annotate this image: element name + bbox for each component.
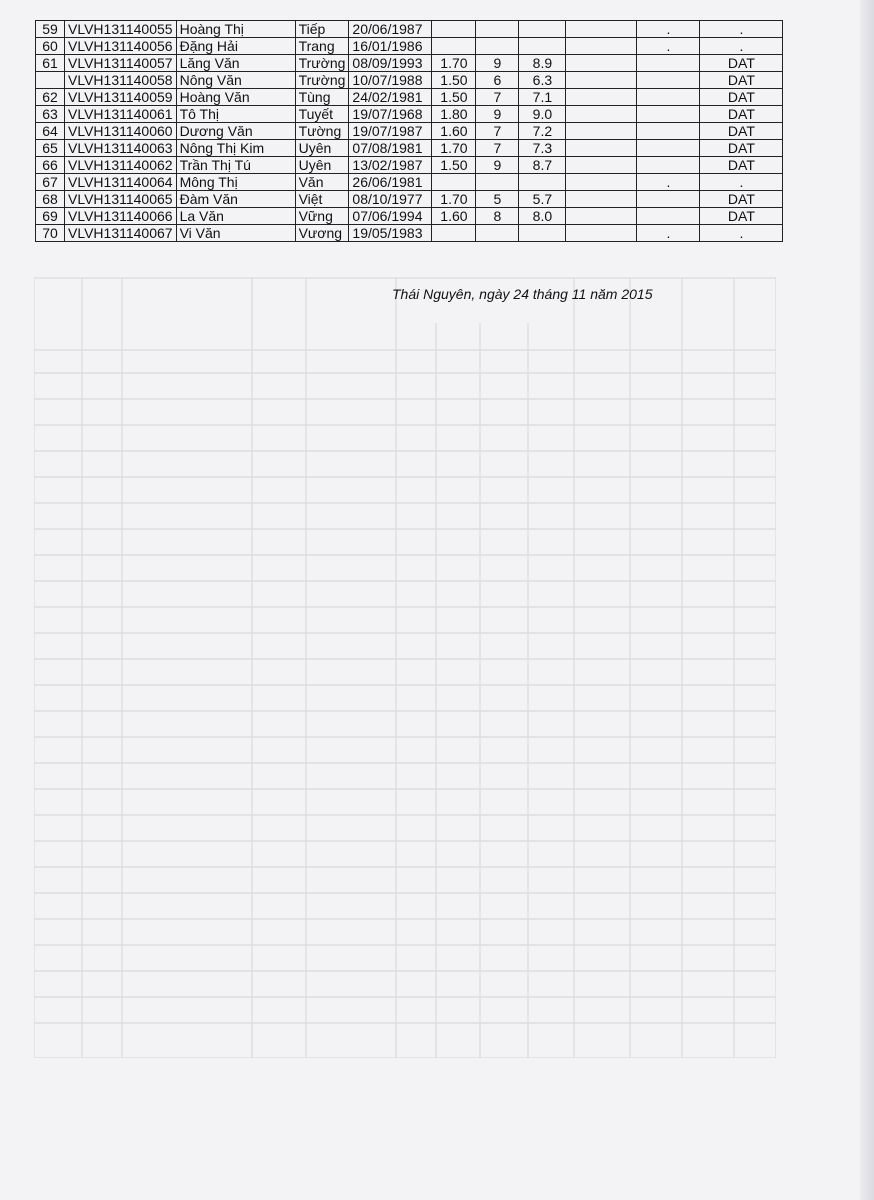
component-score-cell bbox=[476, 21, 519, 38]
credit-value-cell bbox=[432, 225, 476, 242]
result-status-cell: DAT bbox=[700, 106, 783, 123]
final-score-cell bbox=[519, 38, 566, 55]
last-name-cell: Trần Thị Tú bbox=[176, 157, 295, 174]
last-name-cell: Tô Thị bbox=[176, 106, 295, 123]
first-name-cell: Văn bbox=[295, 174, 349, 191]
student-id-cell: VLVH131140059 bbox=[65, 89, 177, 106]
credit-value-cell: 1.70 bbox=[432, 140, 476, 157]
row-number-cell: 60 bbox=[36, 38, 65, 55]
component-score-cell: 7 bbox=[476, 123, 519, 140]
note-mark-cell: . bbox=[637, 225, 700, 242]
student-id-cell: VLVH131140062 bbox=[65, 157, 177, 174]
note-mark-cell: . bbox=[637, 38, 700, 55]
row-number-cell: 66 bbox=[36, 157, 65, 174]
final-score-cell: 7.2 bbox=[519, 123, 566, 140]
table-row bbox=[36, 72, 783, 89]
student-id-cell: VLVH131140063 bbox=[65, 140, 177, 157]
row-number-cell: 69 bbox=[36, 208, 65, 225]
student-id-cell: VLVH131140065 bbox=[65, 191, 177, 208]
note-mark-cell bbox=[637, 72, 700, 89]
credit-value-cell: 1.70 bbox=[432, 55, 476, 72]
last-name-cell: Đặng Hải bbox=[176, 38, 295, 55]
date-of-birth-cell: 19/07/1968 bbox=[349, 106, 432, 123]
result-status-cell: . bbox=[700, 21, 783, 38]
first-name-cell: Vững bbox=[295, 208, 349, 225]
place-date-line: Thái Nguyên, ngày 24 tháng 11 năm 2015 bbox=[392, 286, 653, 302]
component-score-cell: 5 bbox=[476, 191, 519, 208]
extra-score-cell bbox=[566, 225, 637, 242]
extra-score-cell bbox=[566, 106, 637, 123]
final-score-cell: 7.3 bbox=[519, 140, 566, 157]
credit-value-cell: 1.70 bbox=[432, 191, 476, 208]
extra-score-cell bbox=[566, 174, 637, 191]
result-status-cell: DAT bbox=[700, 89, 783, 106]
result-status-cell: DAT bbox=[700, 140, 783, 157]
student-id-cell: VLVH131140058 bbox=[65, 72, 177, 89]
result-status-cell: . bbox=[700, 38, 783, 55]
result-status-cell: DAT bbox=[700, 191, 783, 208]
extra-score-cell bbox=[566, 191, 637, 208]
last-name-cell: Nông Văn bbox=[176, 72, 295, 89]
last-name-cell: Đàm Văn bbox=[176, 191, 295, 208]
component-score-cell: 7 bbox=[476, 140, 519, 157]
credit-value-cell bbox=[432, 38, 476, 55]
credit-value-cell: 1.50 bbox=[432, 72, 476, 89]
table-row bbox=[36, 208, 783, 225]
date-of-birth-cell: 16/01/1986 bbox=[349, 38, 432, 55]
component-score-cell: 8 bbox=[476, 208, 519, 225]
first-name-cell: Trang bbox=[295, 38, 349, 55]
last-name-cell: Dương Văn bbox=[176, 123, 295, 140]
note-mark-cell bbox=[637, 191, 700, 208]
extra-score-cell bbox=[566, 38, 637, 55]
row-number-cell: 62 bbox=[36, 89, 65, 106]
last-name-cell: Vi Văn bbox=[176, 225, 295, 242]
row-number-cell: 67 bbox=[36, 174, 65, 191]
final-score-cell: 8.7 bbox=[519, 157, 566, 174]
last-name-cell: Hoàng Thị bbox=[176, 21, 295, 38]
first-name-cell: Việt bbox=[295, 191, 349, 208]
result-status-cell: . bbox=[700, 225, 783, 242]
date-of-birth-cell: 10/07/1988 bbox=[349, 72, 432, 89]
row-number-cell: 68 bbox=[36, 191, 65, 208]
extra-score-cell bbox=[566, 55, 637, 72]
note-mark-cell bbox=[637, 140, 700, 157]
component-score-cell: 9 bbox=[476, 157, 519, 174]
student-id-cell: VLVH131140060 bbox=[65, 123, 177, 140]
first-name-cell: Trường bbox=[295, 55, 349, 72]
first-name-cell: Vương bbox=[295, 225, 349, 242]
component-score-cell bbox=[476, 38, 519, 55]
extra-score-cell bbox=[566, 72, 637, 89]
note-mark-cell bbox=[637, 106, 700, 123]
student-id-cell: VLVH131140056 bbox=[65, 38, 177, 55]
row-number-cell: 65 bbox=[36, 140, 65, 157]
extra-score-cell bbox=[566, 208, 637, 225]
last-name-cell: Hoàng Văn bbox=[176, 89, 295, 106]
table-row bbox=[36, 174, 783, 191]
bleed-through-ghost bbox=[34, 268, 776, 1058]
extra-score-cell bbox=[566, 157, 637, 174]
first-name-cell: Trường bbox=[295, 72, 349, 89]
final-score-cell bbox=[519, 225, 566, 242]
row-number-cell: 59 bbox=[36, 21, 65, 38]
row-number-cell: 61 bbox=[36, 55, 65, 72]
first-name-cell: Tường bbox=[295, 123, 349, 140]
row-number-cell: 70 bbox=[36, 225, 65, 242]
row-number-cell: 64 bbox=[36, 123, 65, 140]
date-of-birth-cell: 19/07/1987 bbox=[349, 123, 432, 140]
final-score-cell: 7.1 bbox=[519, 89, 566, 106]
component-score-cell bbox=[476, 225, 519, 242]
component-score-cell bbox=[476, 174, 519, 191]
note-mark-cell bbox=[637, 157, 700, 174]
final-score-cell: 8.9 bbox=[519, 55, 566, 72]
first-name-cell: Uyên bbox=[295, 140, 349, 157]
date-of-birth-cell: 07/08/1981 bbox=[349, 140, 432, 157]
first-name-cell: Uyên bbox=[295, 157, 349, 174]
component-score-cell: 9 bbox=[476, 106, 519, 123]
credit-value-cell bbox=[432, 21, 476, 38]
table-row bbox=[36, 106, 783, 123]
note-mark-cell bbox=[637, 55, 700, 72]
first-name-cell: Tuyết bbox=[295, 106, 349, 123]
final-score-cell bbox=[519, 174, 566, 191]
note-mark-cell: . bbox=[637, 21, 700, 38]
table-row bbox=[36, 21, 783, 38]
date-of-birth-cell: 08/09/1993 bbox=[349, 55, 432, 72]
student-id-cell: VLVH131140057 bbox=[65, 55, 177, 72]
extra-score-cell bbox=[566, 140, 637, 157]
table-row bbox=[36, 123, 783, 140]
row-number-cell: 63 bbox=[36, 106, 65, 123]
student-id-cell: VLVH131140064 bbox=[65, 174, 177, 191]
table-row bbox=[36, 55, 783, 72]
date-of-birth-cell: 13/02/1987 bbox=[349, 157, 432, 174]
final-score-cell: 9.0 bbox=[519, 106, 566, 123]
note-mark-cell bbox=[637, 208, 700, 225]
component-score-cell: 9 bbox=[476, 55, 519, 72]
student-id-cell: VLVH131140067 bbox=[65, 225, 177, 242]
table-row bbox=[36, 225, 783, 242]
date-of-birth-cell: 20/06/1987 bbox=[349, 21, 432, 38]
extra-score-cell bbox=[566, 21, 637, 38]
note-mark-cell: . bbox=[637, 174, 700, 191]
first-name-cell: Tùng bbox=[295, 89, 349, 106]
credit-value-cell: 1.50 bbox=[432, 157, 476, 174]
credit-value-cell bbox=[432, 174, 476, 191]
final-score-cell bbox=[519, 21, 566, 38]
last-name-cell: Mông Thị bbox=[176, 174, 295, 191]
last-name-cell: La Văn bbox=[176, 208, 295, 225]
student-id-cell: VLVH131140066 bbox=[65, 208, 177, 225]
student-id-cell: VLVH131140055 bbox=[65, 21, 177, 38]
date-of-birth-cell: 26/06/1981 bbox=[349, 174, 432, 191]
component-score-cell: 6 bbox=[476, 72, 519, 89]
date-of-birth-cell: 24/02/1981 bbox=[349, 89, 432, 106]
grade-table bbox=[35, 20, 783, 242]
date-of-birth-cell: 07/06/1994 bbox=[349, 208, 432, 225]
last-name-cell: Lăng Văn bbox=[176, 55, 295, 72]
note-mark-cell bbox=[637, 123, 700, 140]
final-score-cell: 5.7 bbox=[519, 191, 566, 208]
paper-edge bbox=[860, 0, 874, 1200]
result-status-cell: . bbox=[700, 174, 783, 191]
credit-value-cell: 1.50 bbox=[432, 89, 476, 106]
credit-value-cell: 1.80 bbox=[432, 106, 476, 123]
final-score-cell: 6.3 bbox=[519, 72, 566, 89]
row-number-cell bbox=[36, 72, 65, 89]
date-of-birth-cell: 19/05/1983 bbox=[349, 225, 432, 242]
table-row bbox=[36, 191, 783, 208]
result-status-cell: DAT bbox=[700, 72, 783, 89]
extra-score-cell bbox=[566, 89, 637, 106]
result-status-cell: DAT bbox=[700, 208, 783, 225]
note-mark-cell bbox=[637, 89, 700, 106]
table-row bbox=[36, 157, 783, 174]
student-id-cell: VLVH131140061 bbox=[65, 106, 177, 123]
credit-value-cell: 1.60 bbox=[432, 208, 476, 225]
table-row bbox=[36, 38, 783, 55]
final-score-cell: 8.0 bbox=[519, 208, 566, 225]
result-status-cell: DAT bbox=[700, 55, 783, 72]
extra-score-cell bbox=[566, 123, 637, 140]
credit-value-cell: 1.60 bbox=[432, 123, 476, 140]
first-name-cell: Tiếp bbox=[295, 21, 349, 38]
last-name-cell: Nông Thị Kim bbox=[176, 140, 295, 157]
date-of-birth-cell: 08/10/1977 bbox=[349, 191, 432, 208]
table-row bbox=[36, 140, 783, 157]
component-score-cell: 7 bbox=[476, 89, 519, 106]
table-row bbox=[36, 89, 783, 106]
result-status-cell: DAT bbox=[700, 157, 783, 174]
result-status-cell: DAT bbox=[700, 123, 783, 140]
